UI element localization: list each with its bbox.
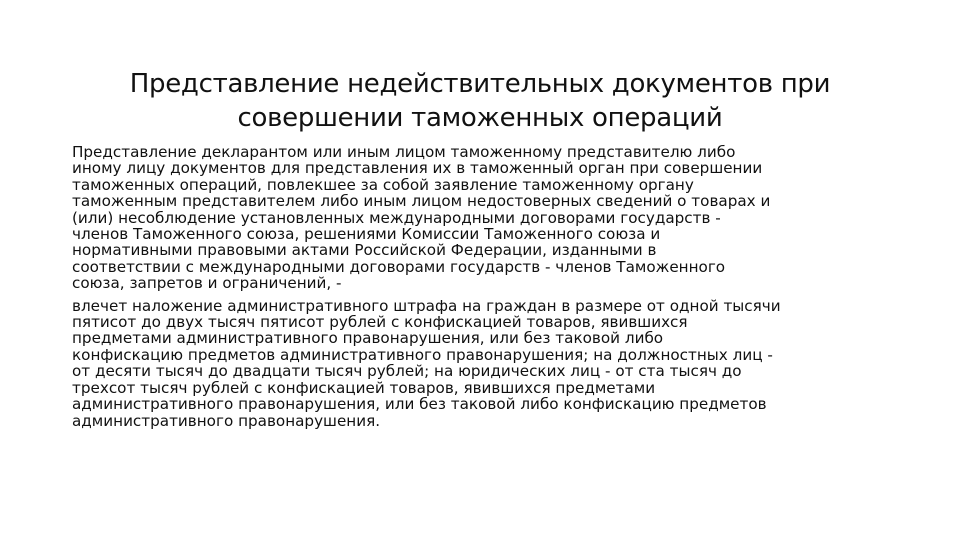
paragraph-penalty xyxy=(72,298,892,429)
text-line: от десяти тысяч до двадцати тысяч рублей; на юридических лиц - от ста тысяч до xyxy=(72,362,742,381)
slide-title-line: Представление недействительных документов при xyxy=(129,69,831,100)
paragraph-offense xyxy=(72,144,892,292)
text-line: трехсот тысяч рублей с конфискацией товаров, явившихся предметами xyxy=(72,378,656,397)
text-line: членов Таможенного союза, решениями Комиссии Таможенного союза и xyxy=(72,225,661,244)
text-line: влечет наложение административного штрафа на граждан в размере от одной тысячи xyxy=(72,296,781,315)
text-line: союза, запретов и ограничений, - xyxy=(72,274,342,293)
text-line: конфискацию предметов административного правонарушения; на должностных лиц - xyxy=(72,345,773,364)
text-line: предметами административного правонарушения, или без таковой либо xyxy=(72,329,664,348)
slide-title-line: совершении таможенных операций xyxy=(237,103,723,134)
text-line: (или) несоблюдение установленных международными договорами государств - xyxy=(72,208,721,227)
slide-body xyxy=(72,144,892,429)
text-line: пятисот до двух тысяч пятисот рублей с конфискацией товаров, явившихся xyxy=(72,313,688,332)
text-line: административного правонарушения, или без таковой либо конфискацию предметов xyxy=(72,395,767,414)
text-line: нормативными правовыми актами Российской Федерации, изданными в xyxy=(72,241,657,260)
text-line: таможенных операций, повлекшее за собой заявление таможенному органу xyxy=(72,175,694,194)
text-line: таможенным представителем либо иным лицом недостоверных сведений о товарах и xyxy=(72,192,771,211)
text-line: Представление декларантом или иным лицом таможенному представителю либо xyxy=(72,143,736,161)
text-line: административного правонарушения. xyxy=(72,411,381,430)
text-line: соответствии с международными договорами государств - членов Таможенного xyxy=(72,257,726,276)
text-line: иному лицу документов для представления их в таможенный орган при совершении xyxy=(72,159,763,178)
slide-title xyxy=(60,67,900,135)
